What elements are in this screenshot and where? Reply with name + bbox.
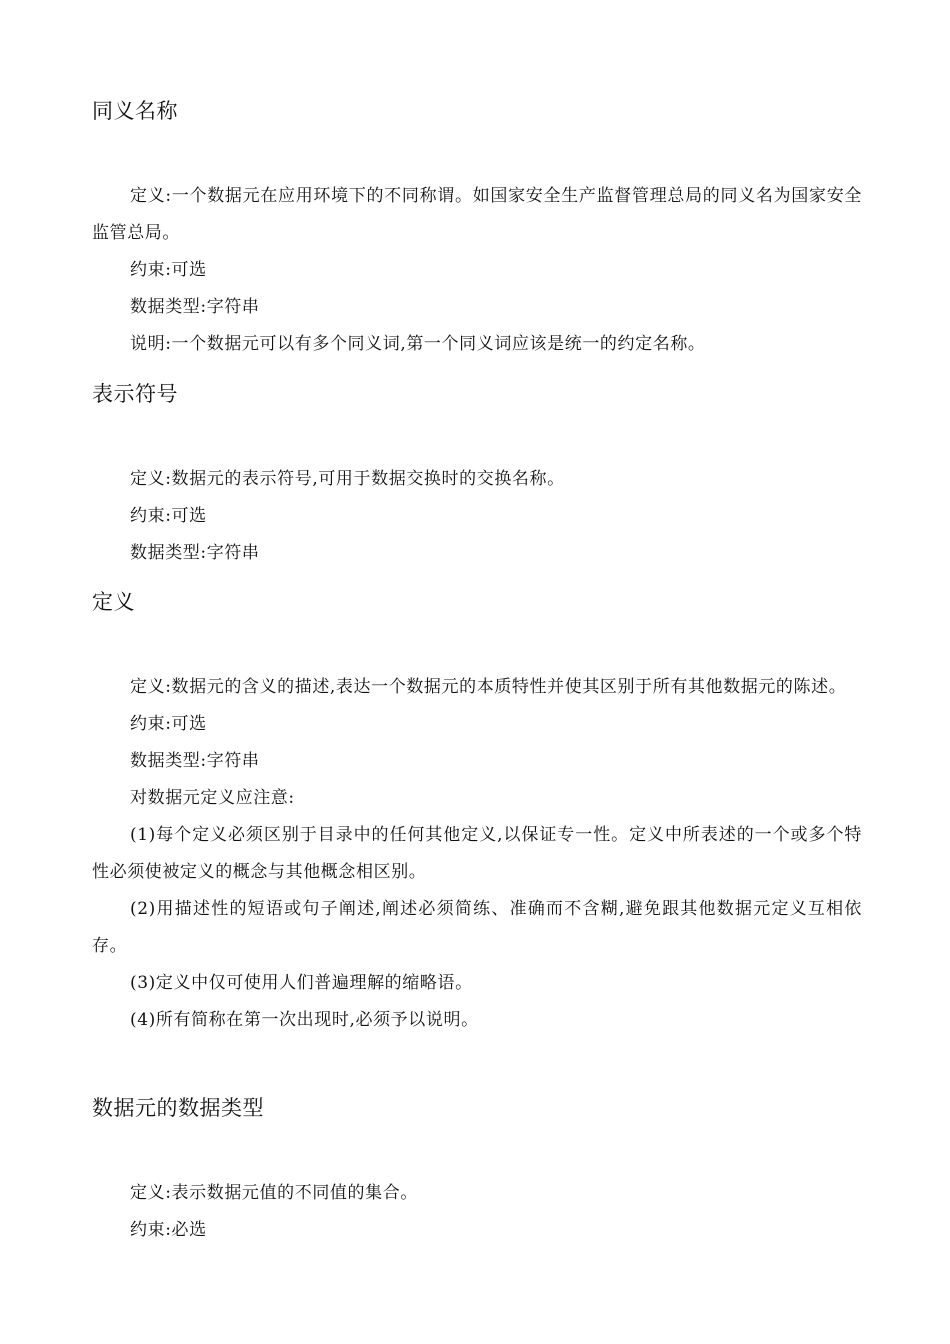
constraint-paragraph: 约束:可选 [130, 714, 207, 734]
note-paragraph: 说明:一个数据元可以有多个同义词,第一个同义词应该是统一的约定名称。 [130, 334, 706, 354]
note-item-3: (3)定义中仅可使用人们普遍理解的缩略语。 [130, 973, 473, 993]
section-heading: 定义 [92, 590, 135, 614]
constraint-paragraph: 约束:可选 [130, 506, 207, 526]
definition-paragraph: 定义:数据元的表示符号,可用于数据交换时的交换名称。 [130, 469, 565, 489]
note-item-2: (2)用描述性的短语或句子阐述,阐述必须简练、准确而不含糊,避免跟其他数据元定义互相依存。 [92, 899, 862, 956]
definition-paragraph: 定义:表示数据元值的不同值的集合。 [130, 1183, 418, 1203]
constraint-paragraph: 约束:必选 [130, 1220, 207, 1240]
section-synonym-name [92, 96, 862, 363]
section-data-type [92, 1093, 862, 1249]
datatype-paragraph: 数据类型:字符串 [130, 297, 260, 317]
section-heading: 同义名称 [92, 99, 178, 123]
datatype-paragraph: 数据类型:字符串 [130, 543, 260, 563]
section-heading: 表示符号 [92, 382, 178, 406]
section-definition [92, 587, 862, 1039]
note-item-1: (1)每个定义必须区别于目录中的任何其他定义,以保证专一性。定义中所表述的一个或多个特性必须使被定义的概念与其他概念相区别。 [92, 825, 862, 882]
definition-paragraph: 定义:一个数据元在应用环境下的不同称谓。如国家安全生产监督管理总局的同义名为国家安全监管总局。 [92, 186, 862, 243]
definition-paragraph: 定义:数据元的含义的描述,表达一个数据元的本质特性并使其区别于所有其他数据元的陈述。 [130, 677, 847, 697]
notes-intro-paragraph: 对数据元定义应注意: [130, 788, 295, 808]
constraint-paragraph: 约束:可选 [130, 260, 207, 280]
section-symbol [92, 379, 862, 572]
datatype-paragraph: 数据类型:字符串 [130, 751, 260, 771]
section-heading: 数据元的数据类型 [92, 1096, 264, 1120]
note-item-4: (4)所有简称在第一次出现时,必须予以说明。 [130, 1010, 479, 1030]
